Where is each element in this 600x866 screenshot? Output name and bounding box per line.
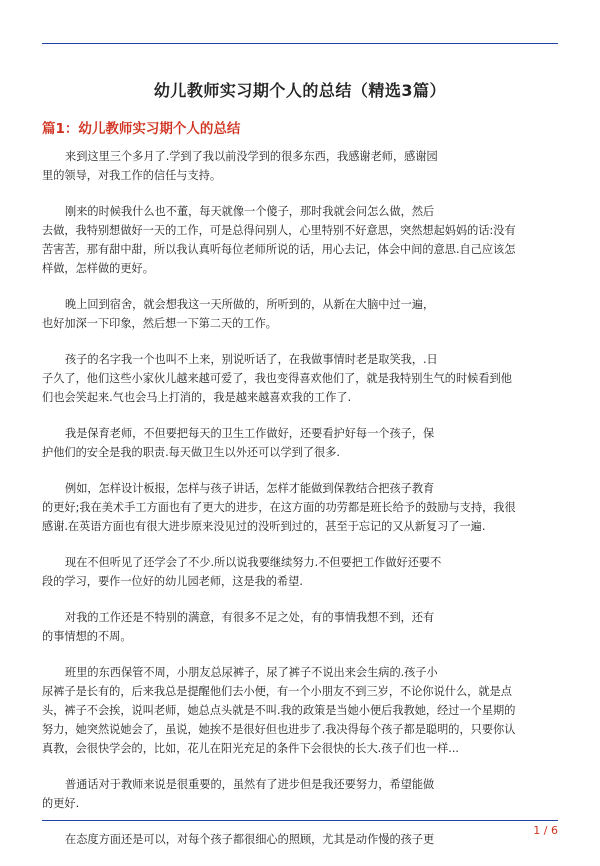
body-paragraph bbox=[42, 479, 558, 536]
body-paragraph bbox=[42, 830, 558, 849]
paragraph-line: 例如，怎样设计板报，怎样与孩子讲话，怎样才能做到保教结合把孩子教育 bbox=[65, 482, 435, 495]
paragraph-line: 普通话对于教师来说是很重要的，虽然有了进步但是我还要努力，希望能做 bbox=[65, 778, 435, 791]
document-title: 幼儿教师实习期个人的总结（精选3篇） bbox=[153, 81, 447, 100]
paragraph-line: 努力，她突然说她会了，虽说，她挨不是很好但也进步了.我决得每个孩子都是聪明的，只要你认 bbox=[42, 723, 516, 736]
paragraph-line: 尿裤子是长有的，后来我总是提醒他们去小便，有一个小朋友不到三岁，不论你说什么，就是点 bbox=[42, 685, 512, 698]
section-heading: 篇1：幼儿教师实习期个人的总结 bbox=[42, 121, 241, 137]
header-rule bbox=[42, 43, 558, 44]
paragraph-line: 们也会笑起来.气也会马上打消的，我是越来越喜欢我的工作了. bbox=[42, 391, 352, 404]
paragraph-line: 的更好;我在美术手工方面也有了更大的进步，在这方面的功劳都是班长给予的鼓励与支持，我很 bbox=[42, 501, 516, 514]
paragraph-line: 去做，我特别想做好一天的工作，可是总得问别人，心里特别不好意思，突然想起妈妈的话:没有 bbox=[42, 224, 516, 237]
paragraph-line: 孩子的名字我一个也叫不上来，别说听话了，在我做事情时老是取笑我，.日 bbox=[65, 353, 438, 366]
paragraph-line: 感谢.在英语方面也有很大进步原来没见过的没听到过的，甚至于忘记的又从新复习了一遍. bbox=[42, 520, 486, 533]
paragraph-line: 在态度方面还是可以，对每个孩子都很细心的照顾，尤其是动作慢的孩子更 bbox=[65, 833, 435, 846]
paragraph-line: 护他们的安全是我的职责.每天做卫生以外还可以学到了很多. bbox=[42, 446, 340, 459]
body-paragraph bbox=[42, 608, 558, 646]
body-paragraph bbox=[42, 350, 558, 407]
body-paragraph bbox=[42, 775, 558, 813]
footer-rule bbox=[42, 820, 558, 821]
body-paragraph bbox=[42, 202, 558, 278]
paragraph-line: 来到这里三个多月了.学到了我以前没学到的很多东西，我感谢老师，感谢园 bbox=[65, 150, 438, 163]
paragraph-line: 的更好. bbox=[42, 797, 80, 810]
paragraph-line: 刚来的时候我什么也不董，每天就像一个傻子，那时我就会问怎么做，然后 bbox=[65, 205, 435, 218]
paragraph-line: 我是保育老师，不但要把每天的卫生工作做好，还要看护好每一个孩子，保 bbox=[65, 427, 435, 440]
paragraph-line: 对我的工作还是不特别的满意，有很多不足之处，有的事情我想不到，还有 bbox=[65, 611, 435, 624]
paragraph-line: 头，裤子不会挨，说叫老师，她总点头就是不叫.我的政策是当她小便后我教她，经过一个星期的 bbox=[42, 704, 516, 717]
paragraph-line: 也好加深一下印象，然后想一下第二天的工作。 bbox=[42, 317, 277, 330]
paragraph-line: 晚上回到宿舍，就会想我这一天所做的，所听到的，从新在大脑中过一遍， bbox=[65, 298, 435, 311]
body-paragraph bbox=[42, 424, 558, 462]
paragraph-line: 里的领导，对我工作的信任与支持。 bbox=[42, 169, 222, 182]
paragraph-line: 子久了，他们这些小家伙儿越来越可爱了，我也变得喜欢他们了，就是我特别生气的时候看到他 bbox=[42, 372, 512, 385]
paragraph-line: 样做，怎样做的更好。 bbox=[42, 262, 154, 275]
paragraph-line: 的事情想的不周。 bbox=[42, 630, 132, 643]
body-paragraph bbox=[42, 553, 558, 591]
paragraph-line: 真教，会很快学会的，比如，花儿在阳光充足的条件下会很快的长大.孩子们也一样... bbox=[42, 742, 459, 755]
document-body bbox=[42, 147, 558, 866]
body-paragraph bbox=[42, 295, 558, 333]
paragraph-line: 段的学习，要作一位好的幼儿园老师，这是我的希望. bbox=[42, 575, 303, 588]
paragraph-line: 现在不但听见了还学会了不少.所以说我要继续努力.不但要把工作做好还要不 bbox=[65, 556, 442, 569]
paragraph-line: 班里的东西保管不周，小朋友总尿裤子，尿了裤子不说出来会生病的.孩子小 bbox=[65, 666, 438, 679]
body-paragraph bbox=[42, 663, 558, 758]
page-number: 1 / 6 bbox=[533, 824, 558, 837]
paragraph-line: 苦害苦，那有甜中甜，所以我认真听每位老师所说的话，用心去记，体会中间的意思.自己应该怎 bbox=[42, 243, 516, 256]
body-paragraph bbox=[42, 147, 558, 185]
